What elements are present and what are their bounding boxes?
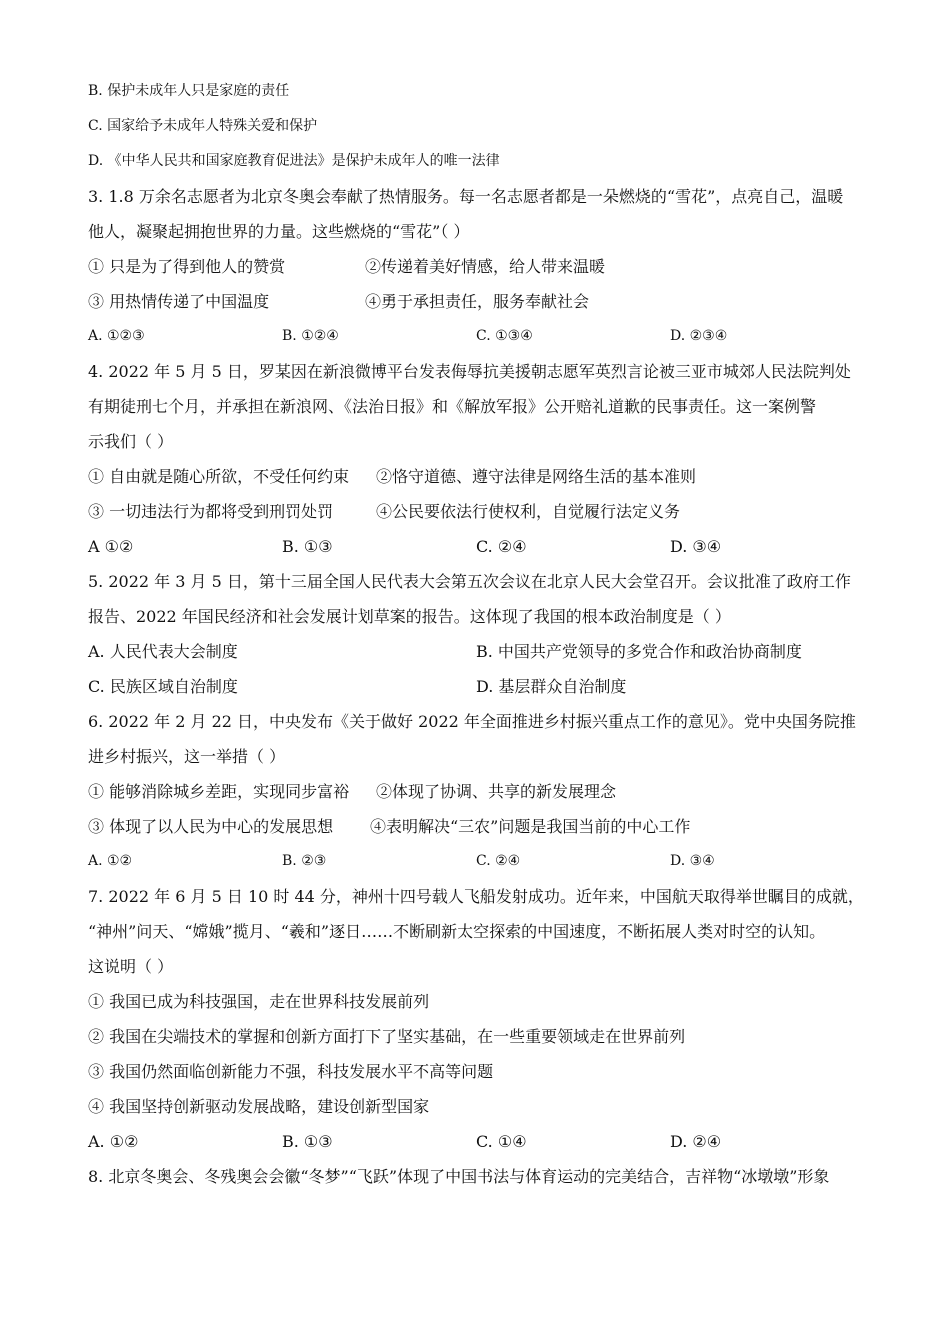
q4-statement-4: ④公民要依法行使权利，自觉履行法定义务 <box>376 502 681 521</box>
q7-stem-line: “神州”问天、“嫦娥”揽月、“羲和”逐日……不断刷新太空探索的中国速度，不断拓展人类对时空的认知。 <box>88 922 826 941</box>
q5-option-b: B. 中国共产党领导的多党合作和政治协商制度 <box>476 642 802 661</box>
q2-option-b: B. 保护未成年人只是家庭的责任 <box>88 83 290 99</box>
q3-statement-4: ④勇于承担责任，服务奉献社会 <box>365 292 590 311</box>
q3-option-d: D. ②③④ <box>670 328 728 344</box>
q7-statement-3: ③ 我国仍然面临创新能力不强，科技发展水平不高等问题 <box>88 1062 494 1081</box>
question-6 <box>88 704 864 879</box>
q6-statements-row <box>88 809 864 844</box>
exam-page <box>88 74 864 1194</box>
q7-statement-1: ① 我国已成为科技强国，走在世界科技发展前列 <box>88 992 430 1011</box>
q3-statements-row <box>88 249 864 284</box>
q7-option-d: D. ②④ <box>670 1132 722 1151</box>
q6-option-d: D. ③④ <box>670 853 715 869</box>
question-3 <box>88 179 864 354</box>
q5-stem-line: 5. 2022 年 3 月 5 日，第十三届全国人民代表大会第五次会议在北京人民大会堂召开。会议批准了政府工作 <box>88 572 851 591</box>
q7-stem-line: 这说明（ ） <box>88 957 174 976</box>
question-7 <box>88 879 864 1159</box>
q6-option-c: C. ②④ <box>476 853 521 869</box>
q3-stem-line: 3. 1.8 万余名志愿者为北京冬奥会奉献了热情服务。每一名志愿者都是一朵燃烧的“雪花”，点亮自己，温暖 <box>88 187 844 206</box>
q5-option-c: C. 民族区域自治制度 <box>88 677 238 696</box>
q6-statements-row <box>88 774 864 809</box>
q3-option-b: B. ①②④ <box>282 328 339 344</box>
q3-statement-2: ②传递着美好情感，给人带来温暖 <box>365 257 606 276</box>
q7-stem-line: 7. 2022 年 6 月 5 日 10 时 44 分，神州十四号载人飞船发射成功。近年来，中国航天取得举世瞩目的成就， <box>88 887 864 906</box>
q6-statement-3: ③ 体现了以人民为中心的发展思想 <box>88 817 334 836</box>
q4-statements-row <box>88 494 864 529</box>
q6-option-a: A. ①② <box>88 853 133 869</box>
q4-option-b: B. ①③ <box>282 537 333 556</box>
q4-statement-2: ②恪守道德、遵守法律是网络生活的基本准则 <box>376 467 697 486</box>
q6-options <box>88 844 864 879</box>
q7-option-a: A. ①② <box>88 1132 139 1151</box>
q2-option-c: C. 国家给予未成年人特殊关爱和保护 <box>88 118 318 134</box>
q8-stem-line: 8. 北京冬奥会、冬残奥会会徽“冬梦”“飞跃”体现了中国书法与体育运动的完美结合，吉祥物“冰墩墩”形象 <box>88 1167 830 1186</box>
q5-option-a: A. 人民代表大会制度 <box>88 642 238 661</box>
q5-stem-line: 报告、2022 年国民经济和社会发展计划草案的报告。这体现了我国的根本政治制度是（ ） <box>88 607 731 626</box>
q4-option-d: D. ③④ <box>670 537 722 556</box>
q3-statement-3: ③ 用热情传递了中国温度 <box>88 292 270 311</box>
q6-option-b: B. ②③ <box>282 853 327 869</box>
q6-statement-4: ④表明解决“三农”问题是我国当前的中心工作 <box>370 817 691 836</box>
q3-statement-1: ① 只是为了得到他人的赞赏 <box>88 257 286 276</box>
q3-option-c: C. ①③④ <box>476 328 533 344</box>
q7-option-b: B. ①③ <box>282 1132 333 1151</box>
question-5 <box>88 564 864 704</box>
q6-stem-line: 6. 2022 年 2 月 22 日，中央发布《关于做好 2022 年全面推进乡村振兴重点工作的意见》。党中央国务院推 <box>88 712 856 731</box>
q4-statement-1: ① 自由就是随心所欲，不受任何约束 <box>88 467 350 486</box>
q6-statement-2: ②体现了协调、共享的新发展理念 <box>376 782 617 801</box>
q4-option-c: C. ②④ <box>476 537 527 556</box>
q3-option-a: A. ①②③ <box>88 328 145 344</box>
question-8 <box>88 1159 864 1194</box>
q5-options-row <box>88 634 864 669</box>
q7-statement-2: ② 我国在尖端技术的掌握和创新方面打下了坚实基础，在一些重要领域走在世界前列 <box>88 1027 686 1046</box>
q4-statements-row <box>88 459 864 494</box>
q3-options <box>88 319 864 354</box>
q4-stem-line: 示我们（ ） <box>88 432 174 451</box>
q7-statement-4: ④ 我国坚持创新驱动发展战略，建设创新型国家 <box>88 1097 430 1116</box>
q6-statement-1: ① 能够消除城乡差距，实现同步富裕 <box>88 782 350 801</box>
q4-option-a: A ①② <box>88 537 134 556</box>
q4-statement-3: ③ 一切违法行为都将受到刑罚处罚 <box>88 502 334 521</box>
q4-options <box>88 529 864 564</box>
q7-options <box>88 1124 864 1159</box>
q6-stem-line: 进乡村振兴，这一举措（ ） <box>88 747 286 766</box>
q2-option-d: D. 《中华人民共和国家庭教育促进法》是保护未成年人的唯一法律 <box>88 153 500 169</box>
q5-option-d: D. 基层群众自治制度 <box>476 677 627 696</box>
question-4 <box>88 354 864 564</box>
q3-stem-line: 他人，凝聚起拥抱世界的力量。这些燃烧的“雪花”（ ） <box>88 222 470 241</box>
q5-options-row <box>88 669 864 704</box>
q3-statements-row <box>88 284 864 319</box>
q4-stem-line: 有期徒刑七个月，并承担在新浪网、《法治日报》和《解放军报》公开赔礼道歉的民事责任。这一案例警 <box>88 397 817 416</box>
q4-stem-line: 4. 2022 年 5 月 5 日，罗某因在新浪微博平台发表侮辱抗美援朝志愿军英烈言论被三亚市城郊人民法院判处 <box>88 362 851 381</box>
q7-option-c: C. ①④ <box>476 1132 527 1151</box>
